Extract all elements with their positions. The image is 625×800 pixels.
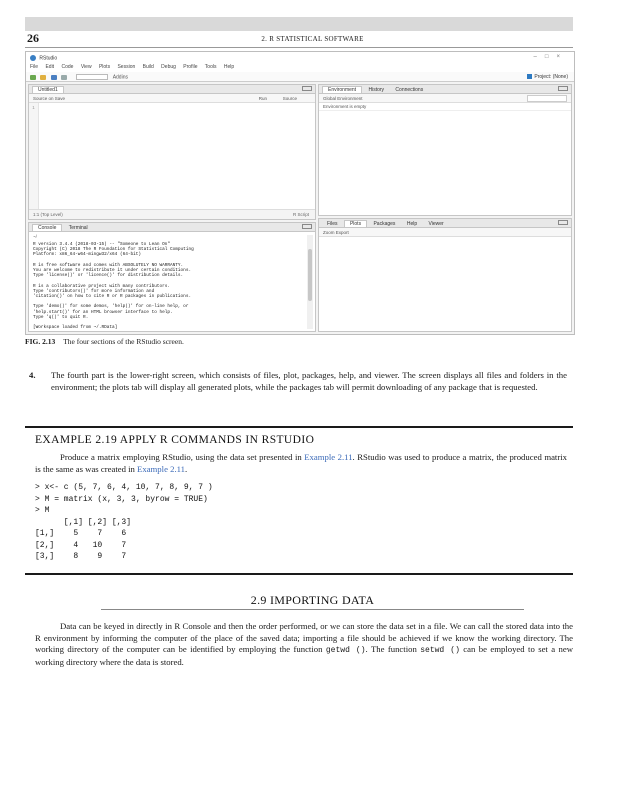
figure-caption [25,337,184,346]
menu-edit[interactable]: Edit [45,64,55,70]
console-line: R is free software and comes with ABSOLUTELY NO WARRANTY. [33,262,184,268]
plots-toolbar [319,228,571,237]
source-toolbar [29,94,315,103]
tab-files[interactable]: Files [327,221,338,227]
section-rule [101,609,524,610]
source-status-bar [29,209,315,219]
zoom-export-buttons[interactable]: Zoom Export [323,230,349,235]
tab-terminal[interactable]: Terminal [68,225,88,231]
console-line: R is a collaborative project with many contributors. [33,283,171,289]
project-cube-icon [527,74,532,79]
print-icon[interactable] [61,75,67,80]
console-path: ~/ [33,234,37,239]
inline-code: setwd () [420,646,460,655]
list-item-number: 4. [29,370,36,380]
example-title: EXAMPLE 2.19 APPLY R COMMANDS IN RSTUDIO [35,434,315,446]
running-head: 2. R STATISTICAL SOFTWARE [261,35,364,43]
list-item-text: The fourth part is the lower-right screen, which consists of files, plot, packages, help, and viewer. The screen displays all files and folders in the environment; the plots tab will display all generated plots, while the packages tab will permit downloading of any package that is requested. [51,370,567,392]
rstudio-toolbar [26,72,574,82]
example-link[interactable]: Example 2.11 [304,452,353,462]
rstudio-screenshot [25,51,575,335]
rstudio-window-title: RStudio [39,55,58,62]
addins-menu[interactable]: Addins [112,74,128,81]
menu-debug[interactable]: Debug [161,64,176,70]
example-body [35,452,567,475]
line-gutter [29,103,39,209]
menu-build[interactable]: Build [142,64,154,70]
paragraph-text: can be employed to set a new working directory where the data is stored. [35,644,573,667]
paragraph-text: Data can be keyed in directly in R Console and then the order performed, or we can store the data set in a file. We can call the stored data into the R environment by informing the computer of the place of the saved data; importing a file should be achieved if we know the working directory. The working directory of the computer can be identified by employing the function [35,621,573,654]
tab-connections[interactable]: Connections [395,87,424,93]
console-line: Type 'license()' or 'licence()' for distribution details. [33,273,184,279]
console-line: R version 3.4.4 (2018-03-15) -- "Someone to Lean On" [33,242,171,247]
console-line: 'citation()' on how to cite R or R packages in publications. [33,294,192,300]
console-line: 'help.start()' for an HTML browser interface to help. [33,309,173,315]
tab-help[interactable]: Help [406,221,418,227]
cursor-position: 1:1 (Top Level) [33,212,63,217]
project-label: Project: (None) [534,74,568,80]
console-line: Platform: x86_64-w64-mingw32/x64 (64-bit) [33,252,142,258]
source-button[interactable]: Source [282,96,297,101]
source-tabs [29,85,315,94]
scroll-thumb[interactable] [308,249,312,301]
menu-tools[interactable]: Tools [204,64,217,70]
example-bottom-rule [25,573,573,575]
tab-viewer[interactable]: Viewer [428,221,444,227]
example-text: Produce a matrix employing RStudio, using the data set presented in [60,452,305,462]
example-code-block: > x<- c (5, 7, 6, 4, 10, 7, 8, 9, 7 ) > M = matrix (x, 3, 3, byrow = TRUE) > M [,1] [,2] [,3] [1,] 5 7 6 [2,] 4 10 7 [3,] 8 9 7 [35,483,213,561]
section-paragraph [35,621,573,668]
files-pane [318,218,572,332]
console-line: Type 'demo()' for some demos, 'help()' for on-line help, or [33,304,189,310]
environment-tabs [319,85,571,94]
project-menu[interactable] [527,74,568,80]
tab-history[interactable]: History [368,87,385,93]
tab-plots[interactable]: Plots [344,220,367,227]
list-item-4 [29,370,567,392]
save-icon[interactable] [51,75,57,80]
figure-label: FIG. 2.13 [25,337,56,346]
console-output[interactable] [33,242,303,330]
paragraph-text: . The function [365,644,421,654]
run-button[interactable]: Run [258,96,267,101]
files-tabs [319,219,571,228]
menu-session[interactable]: Session [117,64,136,70]
console-pane [28,222,316,332]
example-text: . RStudio was used to produce a matrix, the produced matrix is the same as was created in [35,452,567,474]
example-text: . [184,463,188,474]
tab-packages[interactable]: Packages [373,221,396,227]
header-bar [25,17,573,31]
open-folder-icon[interactable] [40,75,46,80]
page-number: 26 [27,31,39,45]
console-line: Type 'contributors()' for more information and [33,288,155,294]
window-controls-icon[interactable]: –□× [533,54,568,60]
console-line: Type 'q()' to quit R. [33,314,89,320]
tab-environment[interactable]: Environment [322,86,362,93]
section-title: 2.9 IMPORTING DATA [250,593,375,607]
console-line: You are welcome to redistribute it under certain conditions. [33,268,192,274]
environment-search-input[interactable] [527,95,567,102]
goto-file-input[interactable] [76,74,108,80]
new-file-icon[interactable] [30,75,36,80]
file-type[interactable]: R Script [292,212,309,217]
tab-console[interactable]: Console [32,224,62,231]
pane-maximize-icon[interactable] [558,86,568,91]
menu-file[interactable]: File [30,64,39,70]
global-environment-select[interactable]: Global Environment [323,96,363,101]
environment-pane [318,84,572,216]
console-line: [Workspace loaded from ~/.RData] [33,325,118,331]
figure-caption-text: The four sections of the RStudio screen. [63,337,184,346]
header-rule [25,47,573,48]
environment-empty-note: Environment is empty [319,103,571,111]
menu-help[interactable]: Help [223,64,235,70]
rstudio-logo-icon [30,55,36,61]
rstudio-titlebar [26,52,574,63]
rstudio-menubar [26,63,574,72]
menu-profile[interactable]: Profile [183,64,198,70]
source-pane [28,84,316,220]
console-line: Copyright (C) 2018 The R Foundation for Statistical Computing [33,247,194,253]
pane-maximize-icon[interactable] [558,220,568,225]
tab-untitled1[interactable]: Untitled1 [32,86,64,93]
console-tabs [29,223,315,232]
line-number: 1 [32,105,35,110]
menu-plots[interactable]: Plots [98,64,111,70]
example-top-rule [25,426,573,428]
inline-code: getwd () [325,646,366,655]
menu-view[interactable]: View [80,64,92,70]
console-scrollbar[interactable] [307,235,313,329]
pane-maximize-icon[interactable] [302,224,312,229]
source-on-save[interactable]: Source on Save [33,96,66,101]
menu-code[interactable]: Code [61,64,74,70]
example-link[interactable]: Example 2.11 [137,463,185,474]
pane-maximize-icon[interactable] [302,86,312,91]
